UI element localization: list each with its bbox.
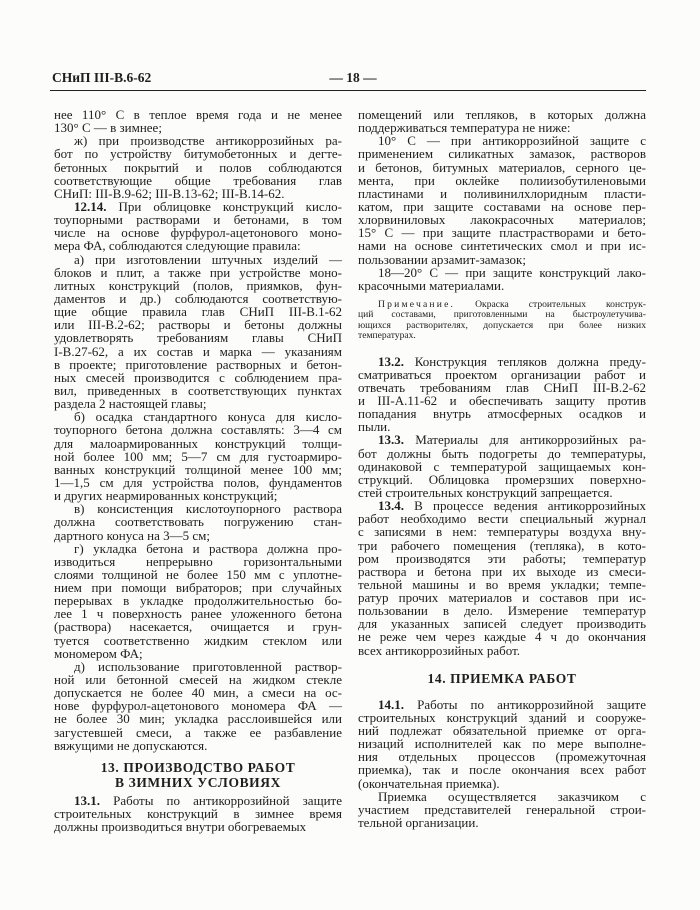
line-text: 15° С — при защите пластрастворами и бето- [358, 225, 646, 241]
line-text: для указанных записей следует производить [358, 616, 646, 632]
paragraph [54, 253, 342, 411]
line-text: должны производиться внутри обогреваемых [54, 819, 307, 835]
line-text: загустевшей смеси, а также ее разбавление [54, 724, 342, 740]
line-text: 13. ПРОИЗВОДСТВО РАБОТ [100, 759, 296, 775]
left-column [54, 108, 342, 833]
line-text: пыли. [358, 419, 391, 435]
line-text: пользовании в дело. Измерение температур [358, 603, 646, 619]
line-text: (окончательная приемка). [358, 775, 500, 791]
line-text: нием при помощи вибраторов; при случайных [54, 580, 342, 596]
section-heading [54, 760, 342, 790]
line-text: соответствующие общие требования глав [54, 172, 342, 188]
line-text: стей строительных конструкций запрещается. [358, 484, 613, 500]
line-text: строительных конструкций в зимнее время [54, 806, 342, 822]
line-text: с записями в нем: температуры воздуха вну- [358, 524, 646, 540]
line-text: д) использование приготовленной раствор- [74, 658, 342, 674]
line-text: щие общие правила глав СНиП III-В.1-62 [54, 304, 342, 320]
line-text: ванных конструкций толщиной менее 100 мм; [54, 461, 342, 477]
text-line [358, 331, 646, 341]
line-text: катом, при защите составами на основе пер- [358, 198, 646, 214]
line-text: в проекте; приготовление растворных и бетон- [54, 356, 342, 372]
line-text: вяжущими не допускаются. [54, 737, 208, 753]
paragraph [54, 200, 342, 253]
line-text: В ЗИМНИХ УСЛОВИЯХ [115, 774, 281, 790]
line-text: в) консистенция кислотоупорного раствора [74, 501, 342, 517]
line-text: ром производятся эти работы; температур [358, 550, 646, 566]
line-text: мера ФА, соблюдаются следующие правила: [54, 238, 301, 254]
paragraph [358, 790, 646, 829]
line-text: строительных конструкций зданий и сооруже- [358, 709, 646, 725]
line-text: одинаковой с температурой защищаемых кон- [358, 458, 646, 474]
line-text: Конструкция тепляков должна преду- [414, 353, 646, 369]
line-text: температурах. [358, 330, 416, 342]
line-text: дартного конуса на 3—5 см; [54, 527, 211, 543]
line-text: 18—20° С — при защите конструкций лако- [378, 264, 646, 280]
line-text: попадания внутрь атмосферных осадков и [358, 406, 646, 422]
line-text: или III-В.2-62; растворы и бетоны должны [54, 317, 342, 333]
note [358, 300, 646, 342]
line-text: работ необходимо вести специальный журнал [358, 511, 646, 527]
text-line [358, 671, 646, 686]
line-text: литных конструкций (полов, приямков, фун- [54, 277, 342, 293]
line-text: пластинами и поливинилхлоридным пласти- [358, 185, 646, 201]
line-text: всех антикоррозийных работ. [358, 642, 521, 658]
text-line [358, 644, 646, 657]
line-text: блоков и плит, а также при устройстве моно- [54, 264, 342, 280]
line-text: хлорвиниловых лакокрасочных материалов; [358, 212, 646, 228]
line-text: не более 30 мин; укладка расслоившейся или [54, 711, 342, 727]
section-heading [358, 671, 646, 686]
line-text: 10° С — при антикоррозийной защите с [378, 133, 646, 149]
line-text: лее 1 ч поверхность ранее уложенного бетона [54, 606, 342, 622]
line-text: струкций. Облицовка промерзших поверхно- [358, 471, 646, 487]
line-text: применением силикатных замазок, растворов [358, 146, 646, 162]
line-text: и бетонов, битумных материалов, серного це- [358, 159, 646, 175]
line-text: Окраска строительных конструк- [475, 298, 646, 310]
paragraph [54, 542, 342, 660]
page-number: — 18 — [329, 70, 377, 85]
line-text: допускается не более 40 мин, а смеси на ос- [54, 685, 342, 701]
line-text: даментов и др.) соблюдаются соответствую- [54, 290, 342, 306]
clause-number: 14.1. [378, 696, 404, 712]
line-text: низаций исполнителей как по мере выполне- [358, 736, 646, 752]
header-rule [50, 90, 646, 91]
paragraph [358, 355, 646, 434]
line-text: и III-А.11-62 и обеспечивать защиту против [358, 392, 646, 408]
paragraph [54, 108, 342, 134]
line-text: 14. ПРИЕМКА РАБОТ [427, 670, 577, 686]
line-text: бетонных покрытий и полов соблюдаются [54, 159, 342, 175]
paragraph [54, 794, 342, 833]
text-line [54, 760, 342, 775]
text-line [358, 407, 646, 420]
line-text: I-В.27-62, а их состав и марка — указаниям [54, 343, 342, 359]
line-text: ния отдельных процессов (промежуточная [358, 749, 646, 765]
line-text: ных смесей производится с соблюдением пра- [54, 369, 342, 385]
line-text: помещений или тепляков, в которых должна [358, 107, 646, 122]
line-text: бот по устройству битумобетонных и дегте- [54, 146, 342, 162]
line-text: должна соответствовать погружению стан- [54, 514, 342, 530]
clause-number: 12.14. [74, 198, 107, 214]
paragraph [358, 698, 646, 790]
line-text: не реже чем через каждые 4 ч до окончания [358, 629, 646, 645]
line-text: мента, при оклейке полиизобутиленовыми [358, 172, 646, 188]
line-text: Работы по антикоррозийной защите [113, 792, 342, 808]
line-text: ющихся растворителях, допускается при более низких [358, 319, 646, 331]
paragraph [54, 134, 342, 200]
line-text: ратур прочих материалов и составов при ис- [358, 590, 646, 606]
line-text: тельной организации. [358, 815, 479, 831]
line-text: числе на основе фурфурол-ацетонового моно- [54, 225, 342, 241]
line-text: нее 110° С в теплое время года и не менее [54, 107, 342, 122]
line-text: ж) при производстве антикоррозийных ра- [74, 133, 342, 149]
line-text: изводиться непрерывно горизонтальными [54, 553, 342, 569]
text-line [54, 820, 342, 833]
line-text: г) укладка бетона и раствора должна про- [74, 540, 342, 556]
line-text: вил, приведенных в соответствующих пунктах [54, 382, 342, 398]
clause-number: 13.1. [74, 792, 100, 808]
line-text: ций составами, приготовленными на быстроулетучива- [358, 309, 646, 321]
text-line [358, 816, 646, 829]
line-text: ний подлежат обязательной приемке от орга- [358, 723, 646, 739]
clause-number: 13.2. [378, 353, 404, 369]
clause-number: 13.4. [378, 498, 404, 514]
line-text: три рабочего помещения (тепляка), в кото- [358, 537, 646, 553]
paragraph [54, 660, 342, 752]
line-text: участием представителей генеральной строи- [358, 801, 646, 817]
line-text: СНиП: III-В.9-62; III-В.13-62; III-В.14-62. [54, 185, 285, 201]
paragraph [358, 134, 646, 265]
line-text: раствора и бетона при их выходе из смеси- [358, 563, 646, 579]
line-text: красочными материалами. [358, 277, 505, 293]
paragraph [358, 433, 646, 499]
line-text: поддерживаться температура не ниже: [358, 120, 571, 136]
line-text: 130° С — в зимнее; [54, 120, 162, 136]
line-text: нове фурфурол-ацетонового мономера ФА — [54, 698, 342, 714]
paragraph [54, 502, 342, 541]
text-line [358, 279, 646, 292]
clause-number: 13.3. [378, 432, 404, 448]
document-code: СНиП III-В.6-62 [52, 70, 152, 85]
line-text: тоупорного бетона должна составлять: 3—4 см [54, 422, 342, 438]
line-text: При облицовке конструкций кисло- [118, 198, 342, 214]
line-text: Работы по антикоррозийной защите [417, 696, 646, 712]
paragraph [358, 499, 646, 657]
paragraph [358, 266, 646, 292]
line-text: сматриваться проектом организации работ и [358, 366, 646, 382]
line-text: а) при изготовлении штучных изделий — [74, 251, 342, 267]
line-text: Приемка осуществляется заказчиком с [378, 788, 646, 804]
line-text: удовлетворять требованиям главы СНиП [54, 330, 342, 346]
line-text: тоупорными растворами и бетонами, в том [54, 212, 342, 228]
line-text: б) осадка стандартного конуса для кисло- [74, 409, 342, 425]
line-text: В процессе ведения антикоррозийных [414, 498, 646, 514]
line-text: бот должны быть подогреты до температуры, [358, 445, 646, 461]
paragraph [358, 108, 646, 134]
line-text: ной или бетонной смесей на жидком стекле [54, 672, 342, 688]
line-text: Материалы для антикоррозийных ра- [415, 432, 646, 448]
note-label: Примечание. [378, 298, 456, 310]
paragraph [54, 410, 342, 502]
line-text: и других неармированных конструкций; [54, 488, 278, 504]
line-text: отвечать требованиям глав СНиП III-В.2-62 [358, 379, 646, 395]
line-text: для малоармированных конструкций толщи- [54, 435, 342, 451]
text-line [54, 739, 342, 752]
line-text: пользовании арзамит-замазок; [358, 251, 526, 267]
line-text: ной более 100 мм; 5—7 см для густоармиро- [54, 448, 342, 464]
right-column [358, 108, 646, 829]
line-text: тельной машины и во время укладки; темпе- [358, 576, 646, 592]
text-line [54, 775, 342, 790]
line-text: 1—1,5 см для устройства полов, фундаментов [54, 474, 342, 490]
line-text: туется соответственно жидким стеклом или [54, 632, 342, 648]
line-text: (раствора) насекается, очищается и грун- [54, 619, 342, 635]
line-text: приемка), так и после окончания всех работ [358, 762, 646, 778]
line-text: нами на основе синтетических смол и при ис- [358, 238, 646, 254]
line-text: мономером ФА; [54, 645, 143, 661]
line-text: раздела 2 настоящей главы; [54, 396, 207, 412]
line-text: перерывах в укладке продолжительностью бо- [54, 593, 342, 609]
line-text: слоями толщиной не более 150 мм с уплотне- [54, 566, 342, 582]
